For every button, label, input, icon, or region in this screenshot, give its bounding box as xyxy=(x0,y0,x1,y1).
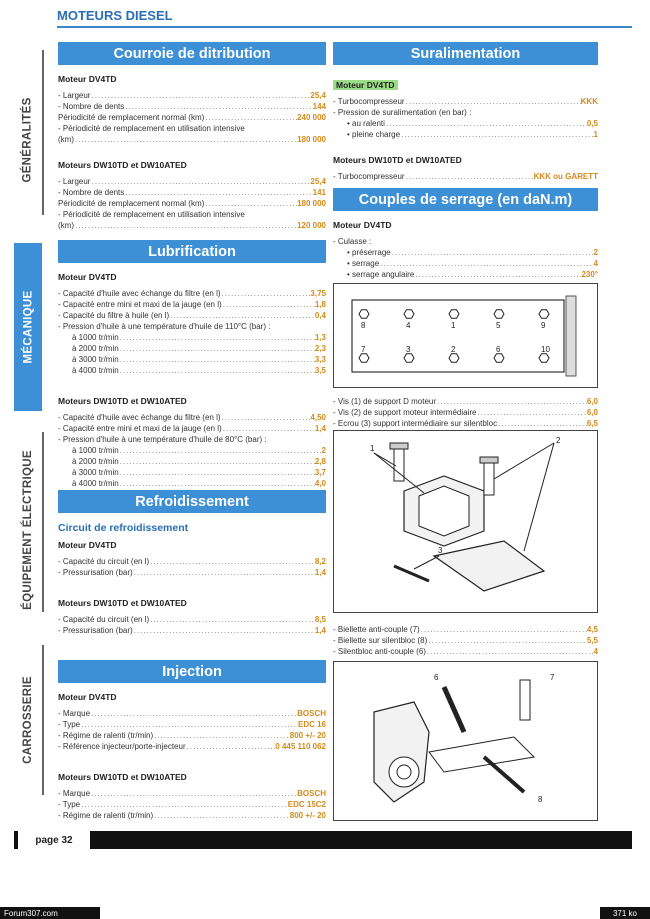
spec-value: 8,5 xyxy=(314,615,326,624)
spec-value: 3,5 xyxy=(314,366,326,375)
spec-value: 180 000 xyxy=(297,135,326,144)
spec-label: - Capacité du circuit (en l) xyxy=(58,615,150,624)
leader-dots xyxy=(90,90,310,101)
bolt-order-label: 4 xyxy=(406,321,411,330)
page-title: MOTEURS DIESEL xyxy=(57,8,173,23)
spec-value: 0,4 xyxy=(314,311,326,320)
leader-dots xyxy=(436,396,587,407)
spec-row xyxy=(58,810,326,821)
spec-value: 240 000 xyxy=(297,113,326,122)
engine-heading: Moteurs DW10TD et DW10ATED xyxy=(333,155,462,165)
leader-dots xyxy=(497,418,587,429)
spec-row xyxy=(58,412,326,423)
spec-row xyxy=(58,741,326,752)
spec-row xyxy=(58,90,326,101)
head-bolt xyxy=(539,310,549,319)
leader-dots xyxy=(221,288,311,299)
leader-dots xyxy=(149,614,315,625)
section-banner-lubrification: Lubrification xyxy=(58,240,326,263)
lub-m1-list xyxy=(58,288,326,376)
leader-dots xyxy=(119,445,322,456)
spec-label: à 1000 tr/min xyxy=(72,446,119,455)
bolt-order-label: 5 xyxy=(496,321,501,330)
spec-row xyxy=(333,171,598,182)
biellette-list xyxy=(333,624,598,657)
spec-value: 1,4 xyxy=(314,568,326,577)
spec-label: - Périodicité de remplacement en utilisation intensive xyxy=(58,210,245,219)
spec-label: - Régime de ralenti (tr/min) xyxy=(58,731,154,740)
section-banner-courroie: Courroie de ditribution xyxy=(58,42,326,65)
engine-heading: Moteurs DW10TD et DW10ATED xyxy=(58,160,187,170)
head-bolt xyxy=(404,310,414,319)
spec-row xyxy=(333,624,598,635)
spec-label: - Nombre de dents xyxy=(58,188,125,197)
section-banner-suralimentation: Suralimentation xyxy=(333,42,598,65)
bolt-order-label: 2 xyxy=(451,345,456,354)
fig1-label: 1 xyxy=(370,444,375,453)
spec-label: à 2000 tr/min xyxy=(72,344,119,353)
spec-value: 4 xyxy=(593,259,598,268)
spec-value: 0 445 110 062 xyxy=(275,742,326,751)
spec-label: à 4000 tr/min xyxy=(72,366,119,375)
leader-dots xyxy=(149,556,315,567)
spec-row xyxy=(333,118,598,129)
leader-dots xyxy=(119,456,315,467)
right-column-sural xyxy=(333,42,598,182)
section-tab-label: ÉQUIPEMENT ÉLECTRIQUE xyxy=(22,449,34,610)
spec-row xyxy=(58,176,326,187)
spec-value: 800 +/- 20 xyxy=(289,811,326,820)
spec-label: - Type xyxy=(58,800,81,809)
engine-heading: Moteur DV4TD xyxy=(58,74,117,84)
spec-row xyxy=(58,288,326,299)
spec-value: BOSCH xyxy=(297,709,326,718)
spec-value: 3,7 xyxy=(314,468,326,477)
spec-row xyxy=(58,625,326,636)
spec-row xyxy=(58,456,326,467)
header-rule xyxy=(57,26,632,28)
sidebar-divider xyxy=(42,432,44,612)
spec-label: • préserrage xyxy=(347,248,391,257)
leader-dots xyxy=(90,788,297,799)
leader-dots xyxy=(119,354,315,365)
spec-row xyxy=(58,567,326,578)
fig1-label: 3 xyxy=(438,546,443,555)
leader-dots xyxy=(221,412,311,423)
spec-row xyxy=(58,198,326,209)
bolt-order-label: 3 xyxy=(406,345,411,354)
engine-mount-diagram xyxy=(333,430,598,613)
leader-dots xyxy=(385,118,587,129)
cylinder-head-diagram xyxy=(333,283,598,388)
engine-heading: Moteur DV4TD xyxy=(58,272,117,282)
spec-value: 230° xyxy=(581,270,598,279)
spec-row xyxy=(333,646,598,657)
leader-dots xyxy=(426,646,594,657)
leader-dots xyxy=(124,101,312,112)
spec-value: 1,3 xyxy=(314,333,326,342)
section-banner-refroidissement: Refroidissement xyxy=(58,490,326,513)
spec-value: 144 xyxy=(312,102,326,111)
spec-label: - Culasse : xyxy=(333,237,372,246)
leader-dots xyxy=(133,625,315,636)
engine-heading: Moteur DV4TD xyxy=(333,80,398,90)
refr-m1-list xyxy=(58,556,326,578)
spec-value: EDC 16 xyxy=(297,720,326,729)
bolt-order-label: 8 xyxy=(361,321,366,330)
spec-label: - Largeur xyxy=(58,91,91,100)
spec-label: - Turbocompresseur xyxy=(333,172,405,181)
spec-label: - Biellette anti-couple (7) xyxy=(333,625,420,634)
spec-label: • pleine charge xyxy=(347,130,401,139)
spec-label: à 1000 tr/min xyxy=(72,333,119,342)
spec-label: - Périodicité de remplacement en utilisation intensive xyxy=(58,124,245,133)
spec-row xyxy=(333,407,598,418)
supports-list-wrap xyxy=(333,396,598,429)
spec-label: - Régime de ralenti (tr/min) xyxy=(58,811,154,820)
anti-torque-diagram xyxy=(333,661,598,821)
spec-value: 4,0 xyxy=(314,479,326,488)
spec-row xyxy=(58,220,326,231)
spec-value: 25,4 xyxy=(310,177,326,186)
spec-value: BOSCH xyxy=(297,789,326,798)
spec-row xyxy=(58,434,326,445)
inj-m1-list xyxy=(58,708,326,752)
engine-heading: Moteurs DW10TD et DW10ATED xyxy=(58,396,187,406)
spec-value: 1,4 xyxy=(314,424,326,433)
section-tab-label: MÉCANIQUE xyxy=(22,290,35,364)
section-tab-mecanique[interactable] xyxy=(14,243,42,411)
spec-label: • au ralenti xyxy=(347,119,385,128)
spec-row xyxy=(58,310,326,321)
spec-label: - Capacité entre mini et maxi de la jauge (en l) xyxy=(58,424,222,433)
spec-row xyxy=(333,96,598,107)
spec-label: (km) xyxy=(58,135,74,144)
bolt-order-label: 1 xyxy=(451,321,456,330)
leader-dots xyxy=(405,171,534,182)
spec-label: - Type xyxy=(58,720,81,729)
bolt-order-label: 10 xyxy=(541,345,550,354)
site-footer: Forum307.com xyxy=(0,907,100,919)
spec-row xyxy=(58,467,326,478)
leader-dots xyxy=(80,799,288,810)
spec-label: - Turbocompresseur xyxy=(333,97,405,106)
spec-value: KKK ou GARETT xyxy=(533,172,598,181)
leader-dots xyxy=(124,187,312,198)
sural-m1-list xyxy=(333,96,598,140)
spec-row xyxy=(58,332,326,343)
spec-value: 1,8 xyxy=(314,300,326,309)
left-column xyxy=(58,42,326,231)
leader-dots xyxy=(90,176,310,187)
right-column-couples xyxy=(333,188,598,280)
spec-label: à 3000 tr/min xyxy=(72,468,119,477)
spec-row xyxy=(58,209,326,220)
spec-row xyxy=(333,247,598,258)
spec-label: - Pression d'huile à une température d'huile de 80°C (bar) : xyxy=(58,435,267,444)
leader-dots xyxy=(379,258,593,269)
spec-value: KKK xyxy=(580,97,598,106)
spec-label: à 4000 tr/min xyxy=(72,479,119,488)
spec-row xyxy=(58,299,326,310)
spec-row xyxy=(58,614,326,625)
sural-m2-list xyxy=(333,171,598,182)
spec-row xyxy=(58,799,326,810)
spec-value: 4,50 xyxy=(310,413,326,422)
leader-dots xyxy=(222,299,315,310)
head-bolt xyxy=(449,310,459,319)
spec-value: 6,0 xyxy=(586,408,598,417)
spec-label: - Marque xyxy=(58,789,91,798)
spec-label: - Référence injecteur/porte-injecteur xyxy=(58,742,186,751)
spec-label: - Pression d'huile à une température d'huile de 110°C (bar) : xyxy=(58,322,271,331)
footer-bar xyxy=(14,831,632,849)
spec-row xyxy=(333,635,598,646)
spec-row xyxy=(58,423,326,434)
head-bolt xyxy=(404,354,414,363)
leader-dots xyxy=(400,129,593,140)
section-tab-generalites[interactable] xyxy=(14,50,42,230)
leader-dots xyxy=(222,423,315,434)
courroie-m2-list xyxy=(58,176,326,231)
spec-label: - Capacité du circuit (en l) xyxy=(58,557,150,566)
spec-value: 800 +/- 20 xyxy=(289,731,326,740)
spec-label: Périodicité de remplacement normal (km) xyxy=(58,113,205,122)
bolt-order-label: 6 xyxy=(496,345,501,354)
page-number: page 32 xyxy=(18,831,90,849)
cylinder-head-svg xyxy=(334,284,597,387)
spec-label: - Silentbloc anti-couple (6) xyxy=(333,647,426,656)
spec-value: 2 xyxy=(593,248,598,257)
fig1-label: 2 xyxy=(556,436,561,445)
spec-row xyxy=(333,269,598,280)
spec-label: • serrage xyxy=(347,259,380,268)
spec-row xyxy=(333,236,598,247)
leader-dots xyxy=(186,741,276,752)
spec-row xyxy=(58,343,326,354)
spec-value: 5,5 xyxy=(586,636,598,645)
spec-label: - Capacité du filtre à huile (en l) xyxy=(58,311,170,320)
spec-row xyxy=(333,258,598,269)
lub-m2-list xyxy=(58,412,326,489)
circuit-heading: Circuit de refroidissement xyxy=(58,522,189,534)
leader-dots xyxy=(414,269,581,280)
engine-heading: Moteur DV4TD xyxy=(58,540,117,550)
spec-label: à 3000 tr/min xyxy=(72,355,119,364)
spec-row xyxy=(58,134,326,145)
leader-dots xyxy=(119,365,315,376)
left-column-refr xyxy=(58,490,326,636)
leader-dots xyxy=(74,134,297,145)
fig2-label: 6 xyxy=(434,673,439,682)
engine-heading: Moteur DV4TD xyxy=(58,692,117,702)
leader-dots xyxy=(119,467,315,478)
leader-dots xyxy=(119,478,315,489)
spec-label: - Marque xyxy=(58,709,91,718)
refr-m2-list xyxy=(58,614,326,636)
spec-label: - Capacité entre mini et maxi de la jauge (en l) xyxy=(58,300,222,309)
spec-label: - Ecrou (3) support intermédiaire sur silentbloc xyxy=(333,419,498,428)
leader-dots xyxy=(391,247,594,258)
spec-value: 1 xyxy=(593,130,598,139)
spec-row xyxy=(58,445,326,456)
sidebar-divider xyxy=(42,645,44,795)
spec-row xyxy=(58,365,326,376)
sidebar-divider xyxy=(42,50,44,215)
section-tab-carrosserie[interactable] xyxy=(14,645,42,795)
leader-dots xyxy=(90,708,297,719)
leader-dots xyxy=(169,310,315,321)
spec-value: 120 000 xyxy=(297,221,326,230)
spec-row xyxy=(58,730,326,741)
spec-label: - Vis (1) de support D moteur xyxy=(333,397,437,406)
section-banner-couples: Couples de serrage (en daN.m) xyxy=(333,188,598,211)
spec-value: 2 xyxy=(321,446,326,455)
leader-dots xyxy=(153,730,290,741)
spec-value: 0,5 xyxy=(586,119,598,128)
spec-label: - Capacité d'huile avec échange du filtre (en l) xyxy=(58,289,221,298)
spec-row xyxy=(333,107,598,118)
inj-m2-list xyxy=(58,788,326,821)
spec-value: 8,2 xyxy=(314,557,326,566)
spec-value: 25,4 xyxy=(310,91,326,100)
spec-label: - Largeur xyxy=(58,177,91,186)
spec-row xyxy=(58,101,326,112)
spec-row xyxy=(58,123,326,134)
leader-dots xyxy=(405,96,581,107)
spec-row xyxy=(58,354,326,365)
head-bolt xyxy=(359,310,369,319)
spec-value: 141 xyxy=(312,188,326,197)
engine-heading: Moteurs DW10TD et DW10ATED xyxy=(58,772,187,782)
spec-label: - Pressurisation (bar) xyxy=(58,626,133,635)
spec-row xyxy=(58,788,326,799)
leader-dots xyxy=(153,810,290,821)
spec-value: 180 000 xyxy=(297,199,326,208)
leader-dots xyxy=(204,198,297,209)
left-column-lub xyxy=(58,240,326,489)
spec-row xyxy=(58,719,326,730)
spec-label: - Capacité d'huile avec échange du filtre (en l) xyxy=(58,413,221,422)
leader-dots xyxy=(119,343,315,354)
spec-row xyxy=(58,321,326,332)
leader-dots xyxy=(204,112,297,123)
head-bolt xyxy=(449,354,459,363)
fig2-label: 8 xyxy=(538,795,543,804)
section-tab-label: GÉNÉRALITÉS xyxy=(22,97,34,183)
leader-dots xyxy=(74,220,297,231)
bolt-order-label: 7 xyxy=(361,345,366,354)
spec-label: à 2000 tr/min xyxy=(72,457,119,466)
spec-label: - Pressurisation (bar) xyxy=(58,568,133,577)
leader-dots xyxy=(119,332,315,343)
spec-row xyxy=(58,112,326,123)
leader-dots xyxy=(476,407,586,418)
engine-heading: Moteurs DW10TD et DW10ATED xyxy=(58,598,187,608)
spec-row xyxy=(58,478,326,489)
spec-label: (km) xyxy=(58,221,74,230)
leader-dots xyxy=(427,635,587,646)
leader-dots xyxy=(420,624,587,635)
spec-value: 1,4 xyxy=(314,626,326,635)
spec-label: - Vis (2) de support moteur intermédiaire xyxy=(333,408,477,417)
spec-row xyxy=(58,708,326,719)
section-tab-label: CARROSSERIE xyxy=(22,676,34,764)
spec-row xyxy=(333,129,598,140)
left-column-inj xyxy=(58,660,326,821)
leader-dots xyxy=(80,719,298,730)
spec-value: EDC 15C2 xyxy=(287,800,326,809)
spec-label: - Nombre de dents xyxy=(58,102,125,111)
spec-row xyxy=(333,418,598,429)
head-bolt xyxy=(359,354,369,363)
spec-value: 4,5 xyxy=(586,625,598,634)
spec-label: - Biellette sur silentbloc (8) xyxy=(333,636,428,645)
head-bolt xyxy=(494,354,504,363)
spec-value: 6,0 xyxy=(586,397,598,406)
spec-value: 3,75 xyxy=(310,289,326,298)
couples-m1-list xyxy=(333,236,598,280)
supports-list xyxy=(333,396,598,429)
engine-heading: Moteur DV4TD xyxy=(333,220,392,230)
bolt-order-label: 9 xyxy=(541,321,546,330)
courroie-m1-list xyxy=(58,90,326,145)
spec-value: 2,3 xyxy=(314,344,326,353)
spec-row xyxy=(333,396,598,407)
spec-value: 6,5 xyxy=(586,419,598,428)
spec-row xyxy=(58,187,326,198)
section-tab-equipement[interactable] xyxy=(14,432,42,627)
file-size: 371 ko xyxy=(600,907,650,919)
section-banner-injection: Injection xyxy=(58,660,326,683)
spec-label: Périodicité de remplacement normal (km) xyxy=(58,199,205,208)
engine-mount-svg xyxy=(334,431,597,612)
anti-torque-svg xyxy=(334,662,597,820)
spec-value: 4 xyxy=(593,647,598,656)
biellette-list-wrap xyxy=(333,624,598,657)
head-bolt xyxy=(539,354,549,363)
spec-label: • serrage angulaire xyxy=(347,270,415,279)
spec-value: 3,3 xyxy=(314,355,326,364)
fig2-label: 7 xyxy=(550,673,555,682)
leader-dots xyxy=(133,567,315,578)
head-bolt xyxy=(494,310,504,319)
spec-label: - Pression de suralimentation (en bar) : xyxy=(333,108,472,117)
spec-value: 2,8 xyxy=(314,457,326,466)
spec-row xyxy=(58,556,326,567)
